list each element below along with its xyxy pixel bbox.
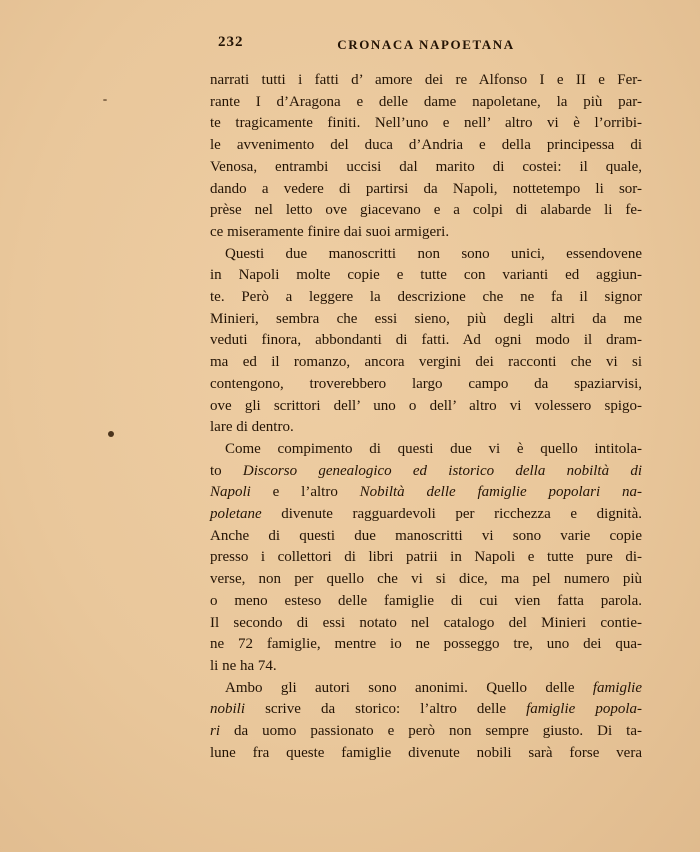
text-run: Ambo gli autori sono anonimi. Quello delle <box>225 679 593 696</box>
text-line <box>210 287 642 309</box>
text-line <box>210 417 642 439</box>
text-run: te. Però a leggere la descrizione che ne fa il signor <box>210 289 642 306</box>
text-run: da uomo passionato e però non sempre giusto. Di ta- <box>220 723 642 740</box>
text-run: ne 72 famiglie, mentre io ne posseggo tre, uno dei qua- <box>210 636 642 653</box>
text-line <box>210 200 642 222</box>
text-run: li ne ha 74. <box>210 657 277 674</box>
text-run: e l’altro <box>250 484 360 501</box>
text-line <box>210 526 642 548</box>
text-run: o meno esteso delle famiglie di cui vien fatta parola. <box>210 592 642 609</box>
italic-run: famiglie popola- <box>526 701 642 718</box>
text-line <box>210 656 642 678</box>
paragraph <box>210 678 642 765</box>
italic-run: Discorso genealogico ed istorico della nobiltà di <box>242 462 643 479</box>
text-line <box>210 482 642 504</box>
page-header <box>210 34 642 58</box>
paragraph <box>210 244 642 439</box>
text-line <box>210 70 642 92</box>
text-line <box>210 374 642 396</box>
text-line <box>210 330 642 352</box>
text-line <box>210 222 642 244</box>
text-line <box>210 613 642 635</box>
paragraph <box>210 70 642 244</box>
text-run: dando a vedere di partirsi da Napoli, nottetempo li sor- <box>210 180 642 197</box>
text-line <box>210 265 642 287</box>
text-line <box>210 699 642 721</box>
text-run: narrati tutti i fatti d’ amore dei re Alfonso I e II e Fer- <box>210 72 642 88</box>
text-run: ove gli scrittori dell’ uno o dell’ altro vi volessero spigo- <box>210 397 642 414</box>
page-content <box>210 34 642 765</box>
text-line <box>210 352 642 374</box>
text-run: in Napoli molte copie e tutte con varianti ed aggiun- <box>210 267 642 284</box>
text-line <box>210 157 642 179</box>
italic-run: Nobiltà delle famiglie popolari na- <box>359 484 642 501</box>
text-run: Il secondo di essi notato nel catalogo del Minieri contie- <box>210 614 642 631</box>
text-line <box>210 743 642 765</box>
text-line <box>210 113 642 135</box>
italic-run: nobili <box>210 701 246 718</box>
text-block <box>210 70 642 765</box>
italic-run: ri <box>210 723 221 740</box>
text-run: lare di dentro. <box>210 419 294 436</box>
ink-dot-mark <box>108 431 114 437</box>
text-line <box>210 92 642 114</box>
text-run: ma ed il romanzo, ancora vergini dei racconti che vi si <box>210 354 642 371</box>
text-run: ce miseramente finire dai suoi armigeri. <box>210 223 450 240</box>
page-number: 232 <box>218 34 244 50</box>
text-run: Come compimento di questi due vi è quello intitola- <box>225 440 642 457</box>
text-line <box>210 721 642 743</box>
text-run: verse, non per quello che vi si dice, ma pel numero più <box>210 571 642 588</box>
text-line <box>210 244 642 266</box>
text-run: veduti finora, abbondanti di fatti. Ad ogni modo il dram- <box>210 332 642 349</box>
text-run: Venosa, entrambi uccisi dal marito di costei: il quale, <box>210 158 642 175</box>
text-run: te tragicamente finiti. Nell’uno e nell’ altro vi è l’orribi- <box>210 115 642 132</box>
text-line <box>210 678 642 700</box>
italic-run: Napoli <box>210 484 251 501</box>
text-run: to <box>210 462 243 479</box>
text-line <box>210 504 642 526</box>
text-line <box>210 309 642 331</box>
italic-run: famiglie <box>592 679 642 696</box>
text-run: lune fra queste famiglie divenute nobili sarà forse vera <box>210 744 642 761</box>
text-run: contengono, troverebbero largo campo da spaziarvisi, <box>210 375 642 392</box>
text-line <box>210 439 642 461</box>
text-run: presso i collettori di libri patrii in Napoli e tutte pure di- <box>210 549 642 566</box>
running-head: CRONACA NAPOETANA <box>337 37 515 52</box>
text-run: Anche di questi due manoscritti vi sono varie copie <box>210 527 642 544</box>
ink-speck-mark <box>103 99 107 101</box>
text-line <box>210 547 642 569</box>
text-run: prèse nel letto ove giacevano e a colpi di alabarde li fe- <box>210 202 642 219</box>
text-line <box>210 135 642 157</box>
text-line <box>210 634 642 656</box>
text-run: rante I d’Aragona e delle dame napoletane, la più par- <box>210 93 642 110</box>
text-line <box>210 396 642 418</box>
text-run: scrive da storico: l’altro delle <box>245 701 527 718</box>
text-line <box>210 179 642 201</box>
text-line <box>210 569 642 591</box>
text-line <box>210 461 642 483</box>
paragraph <box>210 439 642 678</box>
text-run: Minieri, sembra che essi sieno, più degli altri da me <box>210 310 642 327</box>
italic-run: poletane <box>210 506 262 523</box>
text-line <box>210 591 642 613</box>
text-run: Questi due manoscritti non sono unici, essendovene <box>225 245 642 262</box>
text-run: le avvenimento del duca d’Andria e della principessa di <box>210 137 642 154</box>
text-run: divenute ragguardevoli per ricchezza e dignità. <box>261 506 642 523</box>
